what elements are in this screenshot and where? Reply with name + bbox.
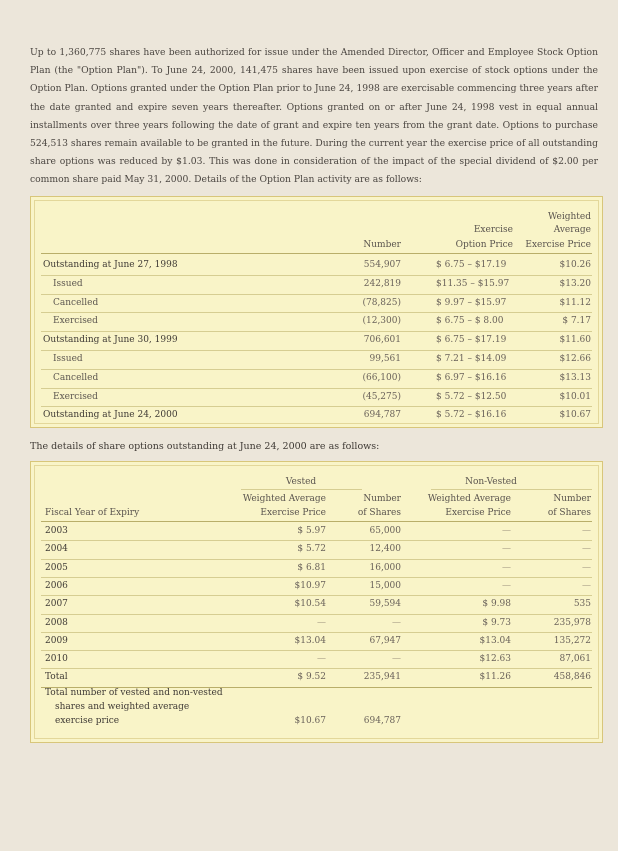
non-vested-price: $11.26 bbox=[479, 672, 511, 683]
vested-number: 16,000 bbox=[369, 562, 401, 573]
row-weighted-average: $13.13 bbox=[559, 372, 591, 383]
intro-paragraph: Up to 1,360,775 shares have been authorized for issue under the Amended Director, Officer and Employee Stock Option Plan (the "Option Plan"). To June 24, 2000, 141,475 shares have been issued upon exercise of stock options under the Option Plan. Options granted under the Option Plan prior to June 24, 1998 are exercisable commencing three years after the date granted and expire seven years thereafter. Options granted on or after June 24, 1998 vest in equal annual installments over three years following the date of grant and expire ten years from the grant date. Options to purchase 524,513 shares remain available to be granted in the future. During the current year the exercise price of all outstanding share options was reduced by $1.03. This was done in consideration of the impact of the special dividend of $2.00 per common share paid May 31, 2000. Details of the Option Plan activity are as follows: bbox=[30, 47, 598, 186]
row-divider bbox=[41, 331, 592, 332]
row-number: 554,907 bbox=[363, 260, 401, 270]
row-divider bbox=[41, 595, 592, 596]
row-price-range: $ 6.75 – $ 8.00 bbox=[436, 316, 504, 327]
row-label: Exercised bbox=[53, 391, 98, 402]
fiscal-year: 2003 bbox=[45, 526, 68, 536]
vested-number: 12,400 bbox=[369, 544, 401, 555]
fiscal-year: 2007 bbox=[45, 599, 68, 610]
non-vested-number: — bbox=[582, 544, 591, 555]
vested-price: $13.04 bbox=[294, 635, 326, 646]
row-price-range: $ 9.97 – $15.97 bbox=[436, 297, 507, 308]
row-number: (66,100) bbox=[362, 372, 401, 383]
row-divider bbox=[41, 406, 592, 407]
non-vested-price: — bbox=[502, 580, 511, 591]
header-option-price: Option Price bbox=[455, 240, 513, 250]
non-vested-price: $13.04 bbox=[479, 635, 511, 646]
non-vested-number: 235,978 bbox=[553, 617, 591, 628]
row-label: Issued bbox=[53, 354, 83, 364]
caption-details: The details of share options outstanding at June 24, 2000 are as follows: bbox=[30, 441, 380, 452]
row-number: 694,787 bbox=[363, 410, 401, 421]
vested-price: $ 9.52 bbox=[297, 672, 326, 683]
table-rule bbox=[41, 521, 592, 522]
header-nv-wa-1: Weighted Average bbox=[427, 494, 511, 504]
total-label-line-3: exercise price bbox=[55, 716, 120, 726]
options-outstanding-table bbox=[30, 461, 603, 743]
row-number: (45,275) bbox=[362, 391, 401, 402]
fiscal-year: 2008 bbox=[45, 617, 68, 628]
row-price-range: $ 7.21 – $14.09 bbox=[436, 354, 507, 364]
row-number: 242,819 bbox=[363, 278, 401, 289]
fiscal-year: 2004 bbox=[45, 544, 68, 555]
vested-price: — bbox=[317, 654, 326, 665]
header-weighted-3: Exercise Price bbox=[525, 240, 591, 250]
vested-price: $ 5.97 bbox=[297, 526, 326, 536]
row-divider bbox=[41, 559, 592, 560]
row-price-range: $ 6.97 – $16.16 bbox=[436, 372, 507, 383]
row-weighted-average: $11.60 bbox=[559, 335, 591, 346]
row-label: Outstanding at June 27, 1998 bbox=[43, 260, 178, 270]
header-v-wa-1: Weighted Average bbox=[242, 494, 326, 504]
row-divider bbox=[41, 650, 592, 651]
fiscal-year: Total bbox=[45, 672, 68, 683]
row-divider bbox=[41, 312, 592, 313]
row-weighted-average: $11.12 bbox=[559, 297, 591, 308]
non-vested-rule bbox=[431, 489, 592, 490]
fiscal-year: 2009 bbox=[45, 635, 68, 646]
row-weighted-average: $13.20 bbox=[559, 278, 591, 289]
row-price-range: $ 5.72 – $16.16 bbox=[436, 410, 507, 421]
row-label: Cancelled bbox=[53, 372, 99, 383]
row-divider bbox=[41, 668, 592, 669]
fiscal-year: 2006 bbox=[45, 580, 68, 591]
header-nv-num-2: of Shares bbox=[547, 508, 591, 518]
vested-price: $ 6.81 bbox=[297, 562, 326, 573]
row-price-range: $11.35 – $15.97 bbox=[436, 278, 510, 289]
vested-number: — bbox=[392, 617, 401, 628]
vested-rule bbox=[241, 489, 362, 490]
row-price-range: $ 6.75 – $17.19 bbox=[436, 260, 507, 270]
row-divider bbox=[41, 577, 592, 578]
non-vested-number: — bbox=[582, 580, 591, 591]
row-label: Issued bbox=[53, 278, 83, 289]
row-divider bbox=[41, 614, 592, 615]
option-activity-table bbox=[30, 196, 603, 428]
row-label: Exercised bbox=[53, 316, 98, 327]
non-vested-number: 135,272 bbox=[553, 635, 591, 646]
header-non-vested: Non-Vested bbox=[465, 477, 517, 487]
row-weighted-average: $10.01 bbox=[559, 391, 591, 402]
row-number: 99,561 bbox=[369, 354, 401, 364]
row-label: Cancelled bbox=[53, 297, 99, 308]
row-price-range: $ 6.75 – $17.19 bbox=[436, 335, 507, 346]
non-vested-number: — bbox=[582, 562, 591, 573]
vested-number: 235,941 bbox=[363, 672, 401, 683]
non-vested-price: $12.63 bbox=[479, 654, 511, 665]
non-vested-price: — bbox=[502, 526, 511, 536]
row-price-range: $ 5.72 – $12.50 bbox=[436, 391, 507, 402]
row-label: Outstanding at June 30, 1999 bbox=[43, 335, 178, 346]
header-fiscal-year: Fiscal Year of Expiry bbox=[45, 508, 140, 518]
vested-number: 67,947 bbox=[369, 635, 401, 646]
row-divider bbox=[41, 540, 592, 541]
header-vested: Vested bbox=[285, 477, 317, 487]
non-vested-price: — bbox=[502, 562, 511, 573]
header-nv-num-1: Number bbox=[553, 494, 591, 504]
vested-price: $10.54 bbox=[294, 599, 326, 610]
row-weighted-average: $10.67 bbox=[559, 410, 591, 421]
total-label-line-1: Total number of vested and non-vested bbox=[45, 688, 223, 698]
table-rule bbox=[41, 253, 592, 254]
non-vested-price: — bbox=[502, 544, 511, 555]
non-vested-number: 458,846 bbox=[553, 672, 591, 683]
row-number: 706,601 bbox=[363, 335, 401, 346]
fiscal-year: 2010 bbox=[45, 654, 68, 665]
header-weighted-2: Average bbox=[553, 225, 591, 235]
vested-number: 59,594 bbox=[369, 599, 401, 610]
row-number: (12,300) bbox=[362, 316, 401, 327]
row-divider bbox=[41, 369, 592, 370]
header-weighted-1: Weighted bbox=[548, 212, 591, 222]
header-v-num-1: Number bbox=[363, 494, 401, 504]
non-vested-number: 535 bbox=[573, 599, 591, 610]
grand-total-number: 694,787 bbox=[363, 716, 401, 726]
row-divider bbox=[41, 275, 592, 276]
header-v-wa-2: Exercise Price bbox=[260, 508, 326, 518]
vested-price: — bbox=[317, 617, 326, 628]
row-number: (78,825) bbox=[362, 297, 401, 308]
non-vested-price: $ 9.98 bbox=[482, 599, 511, 610]
header-nv-wa-2: Exercise Price bbox=[445, 508, 511, 518]
non-vested-number: — bbox=[582, 526, 591, 536]
vested-number: 15,000 bbox=[369, 580, 401, 591]
row-weighted-average: $10.26 bbox=[559, 260, 591, 270]
row-divider bbox=[41, 294, 592, 295]
row-label: Outstanding at June 24, 2000 bbox=[43, 410, 178, 421]
vested-price: $10.97 bbox=[294, 580, 326, 591]
header-v-num-2: of Shares bbox=[357, 508, 401, 518]
header-number: Number bbox=[363, 240, 401, 250]
non-vested-price: $ 9.73 bbox=[482, 617, 511, 628]
total-label-line-2: shares and weighted average bbox=[55, 702, 190, 712]
grand-total-price: $10.67 bbox=[294, 716, 326, 726]
fiscal-year: 2005 bbox=[45, 562, 68, 573]
vested-number: — bbox=[392, 654, 401, 665]
row-divider bbox=[41, 388, 592, 389]
row-divider bbox=[41, 350, 592, 351]
row-weighted-average: $ 7.17 bbox=[562, 316, 591, 327]
header-exercise: Exercise bbox=[473, 225, 513, 235]
vested-price: $ 5.72 bbox=[297, 544, 326, 555]
row-weighted-average: $12.66 bbox=[559, 354, 591, 364]
row-divider bbox=[41, 632, 592, 633]
non-vested-number: 87,061 bbox=[559, 654, 591, 665]
vested-number: 65,000 bbox=[369, 526, 401, 536]
